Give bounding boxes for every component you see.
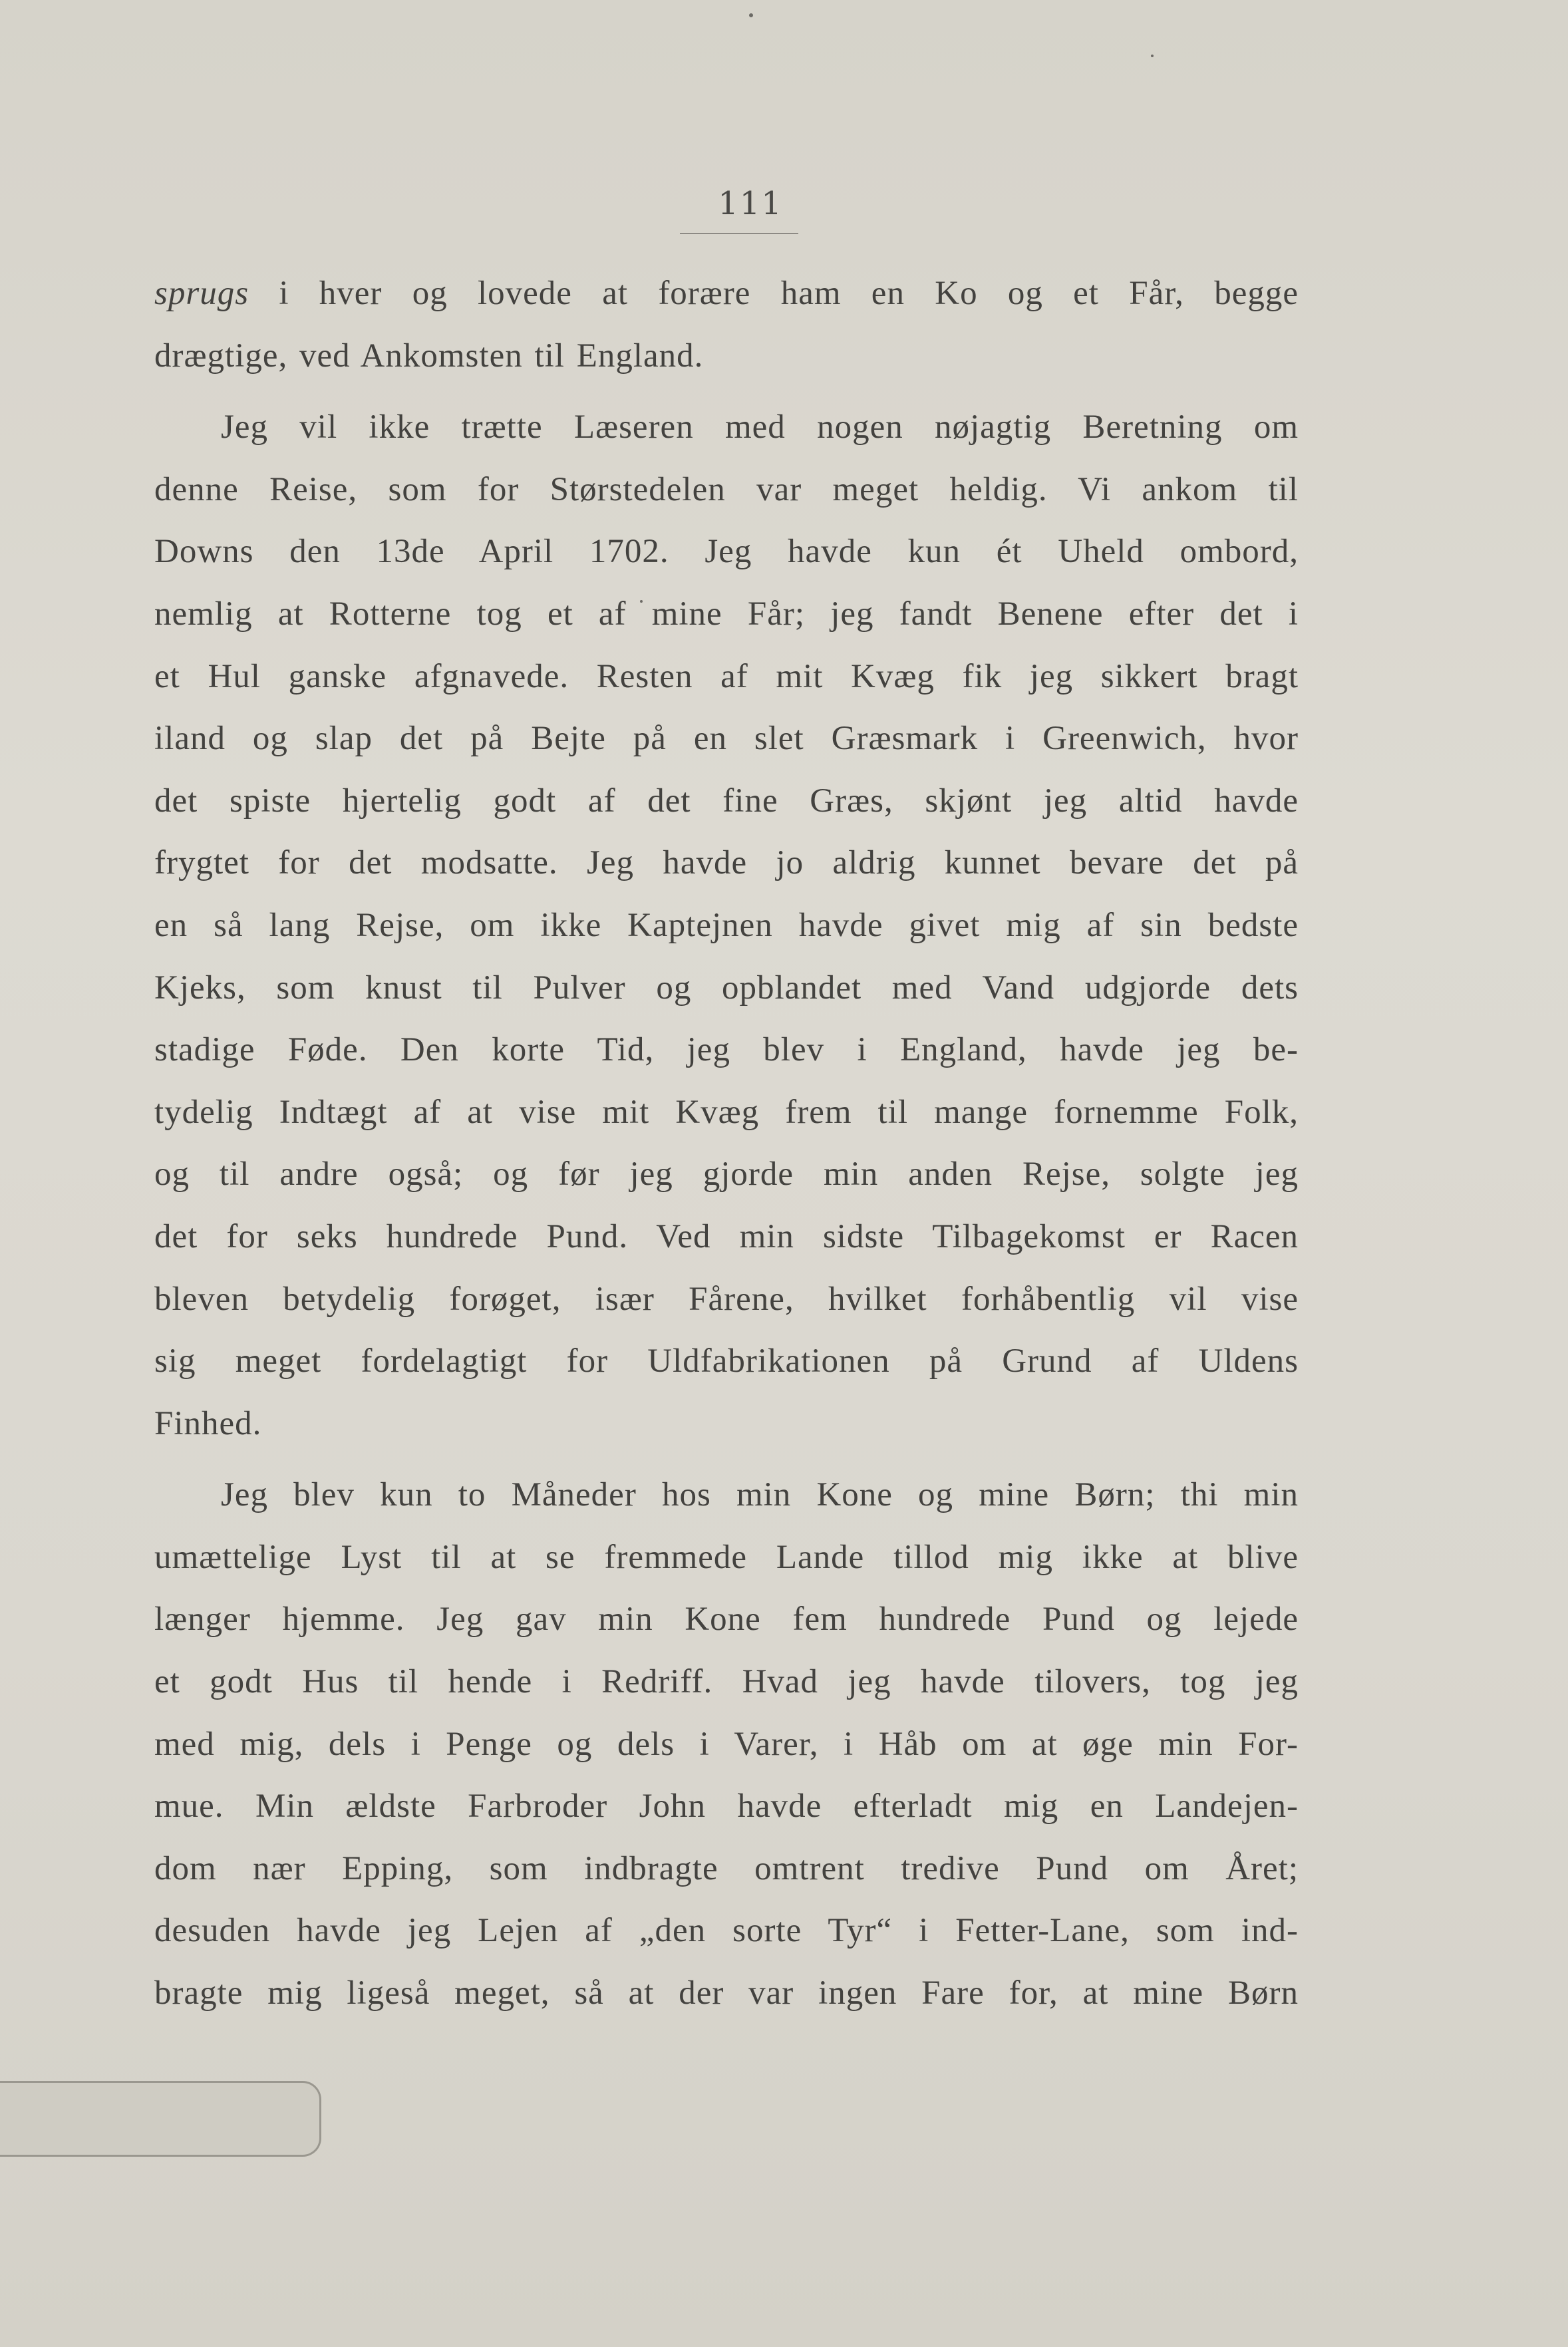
- body-text: [154, 263, 1299, 2025]
- text-line: Jeg vil ikke trætte Læseren med nogen nøjagtig Beretning om: [221, 408, 1299, 446]
- text-line: tydelig Indtægt af at vise mit Kvæg frem til mange fornemme Folk,: [154, 1093, 1299, 1131]
- text-line: drægtige, ved Ankomsten til England.: [154, 337, 704, 375]
- text-line: frygtet for det modsatte. Jeg havde jo aldrig kunnet bevare det på: [154, 844, 1299, 882]
- text-line: bleven betydelig forøget, især Fårene, hvilket forhåbentlig vil vise: [154, 1280, 1299, 1318]
- text-line: det for seks hundrede Pund. Ved min sidste Tilbagekomst er Racen: [154, 1217, 1299, 1255]
- text-line: iland og slap det på Bejte på en slet Græsmark i Greenwich, hvor: [154, 720, 1299, 758]
- text-line: en så lang Rejse, om ikke Kaptejnen havde givet mig af sin bedste: [154, 906, 1299, 944]
- text-line: Jeg blev kun to Måneder hos min Kone og mine Børn; thi min: [221, 1476, 1299, 1514]
- text-line: desuden havde jeg Lejen af „den sorte Tyr“ i Fetter-Lane, som ind-: [154, 1912, 1299, 1950]
- text-line: et Hul ganske afgnavede. Resten af mit Kvæg fik jeg sikkert bragt: [154, 657, 1299, 695]
- text-line: sig meget fordelagtigt for Uldfabrikationen på Grund af Uldens: [154, 1342, 1299, 1380]
- text-line: [154, 263, 1299, 325]
- text-line: Kjeks, som knust til Pulver og opblandet med Vand udgjorde dets: [154, 969, 1299, 1007]
- text-line: mue. Min ældste Farbroder John havde efterladt mig en Landejen-: [154, 1788, 1299, 1825]
- text-line: Downs den 13de April 1702. Jeg havde kun ét Uheld ombord,: [154, 533, 1299, 571]
- text-line: denne Reise, som for Størstedelen var meget heldig. Vi ankom til: [154, 470, 1299, 508]
- page-tab-stub: [0, 2081, 321, 2157]
- ink-speck: [1151, 55, 1154, 57]
- text-line: dom nær Epping, som indbragte omtrent tredive Pund om Året;: [154, 1849, 1299, 1887]
- page-number-rule: [680, 233, 798, 234]
- text-line: det spiste hjertelig godt af det fine Græs, skjønt jeg altid havde: [154, 782, 1299, 820]
- text-line: stadige Føde. Den korte Tid, jeg blev i England, havde jeg be-: [154, 1031, 1299, 1069]
- text-line: umættelige Lyst til at se fremmede Lande tillod mig ikke at blive: [154, 1538, 1299, 1576]
- text-line: Finhed.: [154, 1404, 262, 1442]
- text-line: bragte mig ligeså meget, så at der var ingen Fare for, at mine Børn: [154, 1974, 1299, 2012]
- text-line: nemlig at Rotterne tog et af mine Får; jeg fandt Benene efter det i: [154, 595, 1299, 633]
- ink-speck: [749, 13, 753, 17]
- italic-word: sprugs: [154, 275, 249, 312]
- page-number: 111: [718, 185, 783, 222]
- text-line: med mig, dels i Penge og dels i Varer, i Håb om at øge min For-: [154, 1725, 1299, 1763]
- text-line: længer hjemme. Jeg gav min Kone fem hundrede Pund og lejede: [154, 1601, 1299, 1639]
- text-line: og til andre også; og før jeg gjorde min anden Rejse, solgte jeg: [154, 1156, 1299, 1193]
- text-line-content: i hver og lovede at forære ham en Ko og et Får, begge: [249, 275, 1299, 312]
- text-line: et godt Hus til hende i Redriff. Hvad jeg havde tilovers, tog jeg: [154, 1663, 1299, 1701]
